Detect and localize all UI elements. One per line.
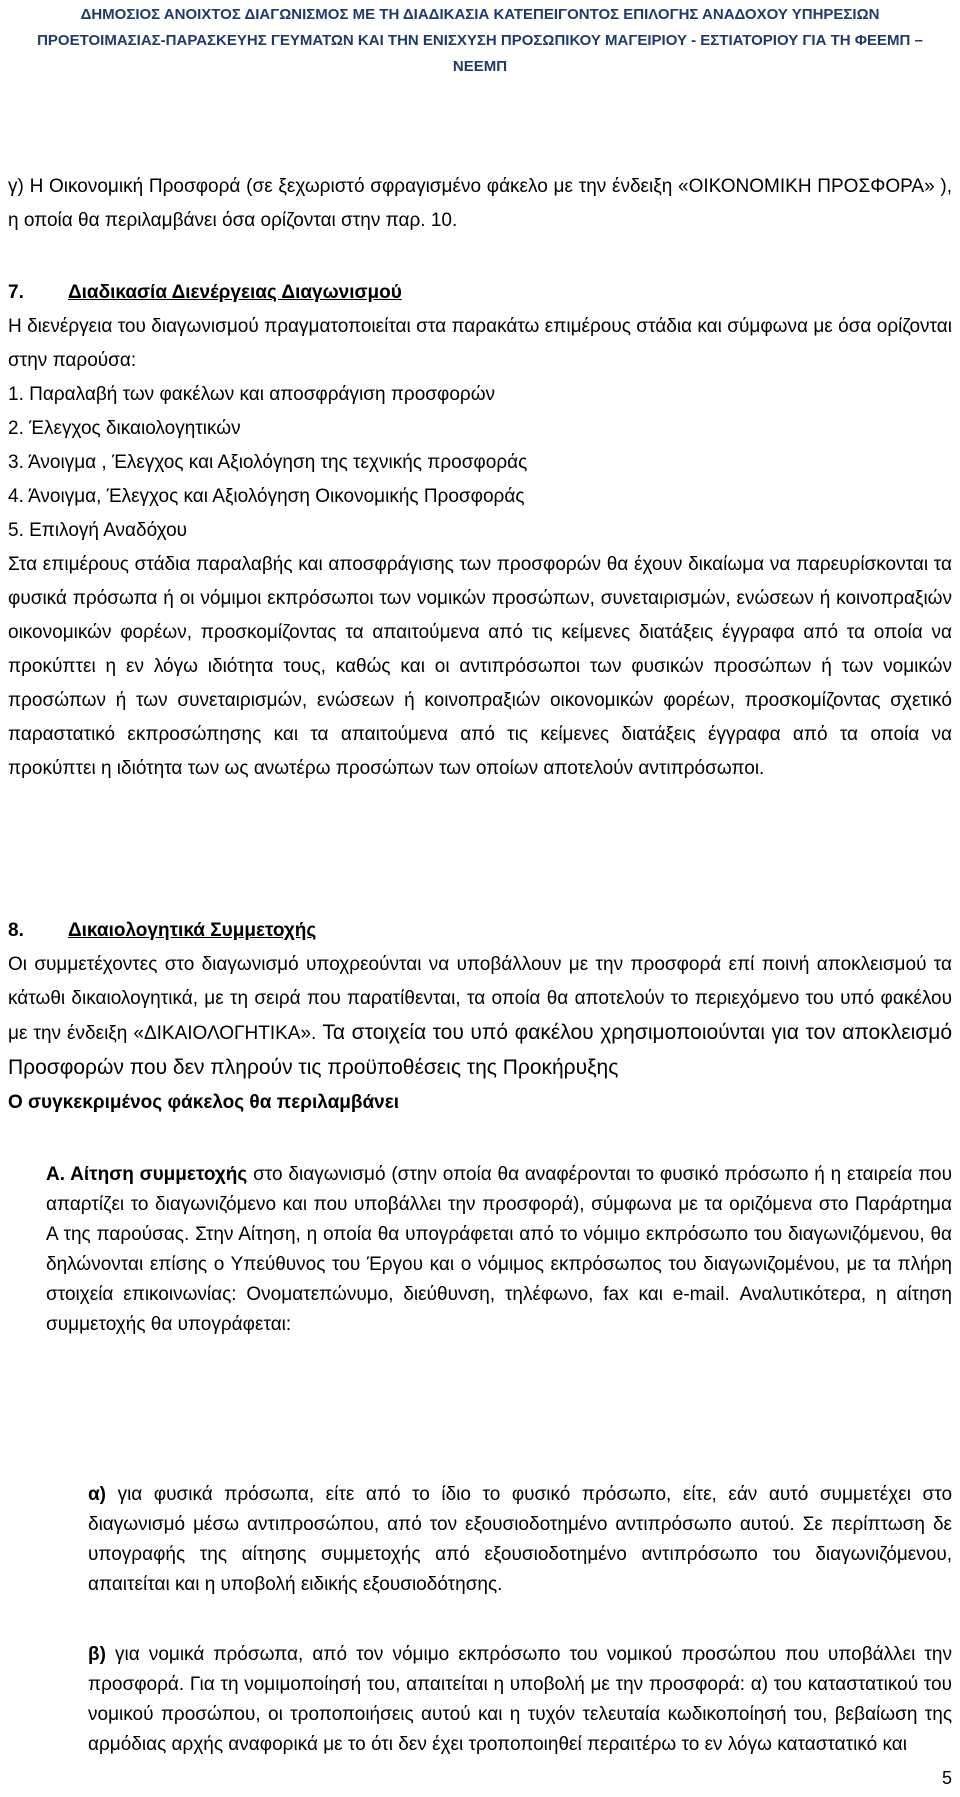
section-7-body: Στα επιμέρους στάδια παραλαβής και αποσφράγισης των προσφορών θα έχουν δικαίωμα να παρευρίσκονται τα φυσικά πρόσωπα ή οι νόμιμοι εκπρόσωποι των νομικών προσώπων, συνεταιρισμών, ενώσεων ή κοινοπραξιών οικονομικών φορέων, προσκομίζοντας τα απαιτούμενα από τις κείμενες διατάξεις έγγραφα από τα οποία να προκύπτει η εν λόγω ιδιότητα τους, καθώς και οι αντιπρόσωποι των φυσικών προσώπων ή των νομικών προσώπων ή των συνεταιρισμών, ενώσεων ή κοινοπραξιών οικονομικών φορέων, προσκομίζοντας σχετικό παραστατικό εκπροσώπησης και τα απαιτούμενα από τις κείμενες διατάξεις έγγραφα από τα οποία να προκύπτει η ιδιότητα των ως ανωτέρω προσώπων των οποίων αποτελούν αντιπρόσωποι. xyxy=(8,554,952,779)
item-alpha-text: για φυσικά πρόσωπα, είτε από το ίδιο το φυσικό πρόσωπο, είτε, εάν αυτό συμμετέχει στο διαγωνισμό μέσω αντιπροσώπου, από τον εξουσιοδοτημένο αντιπρόσωπο αυτού. Σε περίπτωση δε υπογραφής της αίτησης συμμετοχής από εξουσιοδοτημένο αντιπρόσωπο του διαγωνιζόμενου, απαιτείται και η υποβολή ειδικής εξουσιοδότησης. xyxy=(88,1484,953,1595)
section-8-heading xyxy=(8,914,952,948)
item-a-application xyxy=(46,1160,952,1340)
section-8-title: Δικαιολογητικά Συμμετοχής xyxy=(68,920,317,941)
header-line-2: ΠΡΟΕΤΟΙΜΑΣΙΑΣ-ΠΑΡΑΣΚΕΥΗΣ ΓΕΥΜΑΤΩΝ ΚΑΙ ΤΗΝ ΕΝΙΣΧΥΣΗ ΠΡΟΣΩΠΙΚΟΥ ΜΑΓΕΙΡΙΟΥ - ΕΣΤΙΑΤΟΡΙΟΥ ΓΙΑ ΤΗ ΦΕΕΜΠ – xyxy=(37,32,923,49)
header-line-1: ΔΗΜΟΣΙΟΣ ΑΝΟΙΧΤΟΣ ΔΙΑΓΩΝΙΣΜΟΣ ΜΕ ΤΗ ΔΙΑΔΙΚΑΣΙΑ ΚΑΤΕΠΕΙΓΟΝΤΟΣ ΕΠΙΛΟΓΗΣ ΑΝΑΔΟΧΟΥ ΥΠΗΡΕΣΙΩΝ xyxy=(80,6,880,23)
header-line-3: ΝΕΕΜΠ xyxy=(452,58,508,75)
stage-item: 3. Άνοιγμα , Έλεγχος και Αξιολόγηση της τεχνικής προσφοράς xyxy=(8,452,528,473)
item-beta-text: για νομικά πρόσωπα, από τον νόμιμο εκπρόσωπο του νομικού προσώπου που υποβάλλει την προσφορά. Για τη νομιμοποίησή του, απαιτείται η υποβολή με την προσφορά: α) του καταστατικού του νομικού προσώπου, οι τροποποιήσεις αυτού και η τυχόν τελευταία κωδικοποίησή του, βεβαίωση της αρμόδιας αρχής αναφορικά με το ότι δεν έχει τροποποιηθεί περαιτέρω το εν λόγω καταστατικό και xyxy=(88,1644,952,1755)
paragraph-economic-offer: γ) Η Οικονομική Προσφορά (σε ξεχωριστό σφραγισμένο φάκελο με την ένδειξη «ΟΙΚΟΝΟΜΙΚΗ ΠΡΟΣΦΟΡΑ» ), η οποία θα περιλαμβάνει όσα ορίζονται στην παρ. 10. xyxy=(8,176,952,231)
section-8-body-part-1: Οι συμμετέχοντες στο διαγωνισμό υποχρεούνται να υποβάλλουν με την προσφορά επί ποινή αποκλεισμού τα κάτωθι δικαιολογητικά, με τη σειρά που παρατίθενται, τα οποία θα αποτελούν το περιεχόμενο του υπό φακέλου με την ένδειξη «ΔΙΚΑΙΟΛΟΓΗΤΙΚΑ». xyxy=(8,954,952,1044)
section-7-intro: Η διενέργεια του διαγωνισμού πραγματοποιείται στα παρακάτω επιμέρους στάδια και σύμφωνα με όσα ορίζονται στην παρούσα: xyxy=(8,316,952,371)
section-7 xyxy=(8,276,952,786)
section-7-title: Διαδικασία Διενέργειας Διαγωνισμού xyxy=(68,282,402,303)
stage-item: 4. Άνοιγμα, Έλεγχος και Αξιολόγηση Οικονομικής Προσφοράς xyxy=(8,486,525,507)
page-number: 5 xyxy=(941,1768,952,1788)
item-a-text: στο διαγωνισμό (στην οποία θα αναφέρονται το φυσικό πρόσωπο ή η εταιρεία που απαρτίζει το διαγωνιζόμενο και που υποβάλλει την προσφορά), σύμφωνα με τα οριζόμενα στο Παράρτημα Α της παρούσας. Στην Αίτηση, η οποία θα υπογράφεται από το νόμιμο εκπρόσωπο του διαγωνιζόμενου, θα δηλώνονται επίσης ο Υπεύθυνος του Έργου και ο νόμιμος εκπρόσωπος του διαγωνιζομένου, με τα πλήρη στοιχεία επικοινωνίας: Ονοματεπώνυμο, διεύθυνση, τηλέφωνο, fax και e-mail. Αναλυτικότερα, η αίτηση συμμετοχής θα υπογράφεται: xyxy=(46,1164,952,1335)
section-8-body-part-2: Τα στοιχεία του υπό φακέλου χρησιμοποιούνται για τον αποκλεισμό Προσφορών που δεν πληρούν τις προϋποθέσεις της Προκήρυξης xyxy=(8,1021,952,1079)
item-alpha-natural-persons xyxy=(88,1480,952,1600)
item-a-label: Α. Αίτηση συμμετοχής xyxy=(46,1164,248,1185)
item-beta-legal-persons xyxy=(88,1640,952,1760)
section-8-body xyxy=(8,948,952,1086)
section-7-number: 7. xyxy=(8,282,24,303)
stage-item: 1. Παραλαβή των φακέλων και αποσφράγιση προσφορών xyxy=(8,384,496,405)
item-beta-label: β) xyxy=(88,1644,106,1665)
item-alpha-label: α) xyxy=(88,1484,107,1505)
section-8-number: 8. xyxy=(8,920,24,941)
envelope-heading: Ο συγκεκριμένος φάκελος θα περιλαμβάνει xyxy=(8,1092,400,1113)
document-header xyxy=(0,2,960,80)
stage-item: 5. Επιλογή Αναδόχου xyxy=(8,520,188,541)
section-8 xyxy=(8,914,952,1120)
section-7-heading xyxy=(8,276,952,310)
stage-item: 2. Έλεγχος δικαιολογητικών xyxy=(8,418,241,439)
